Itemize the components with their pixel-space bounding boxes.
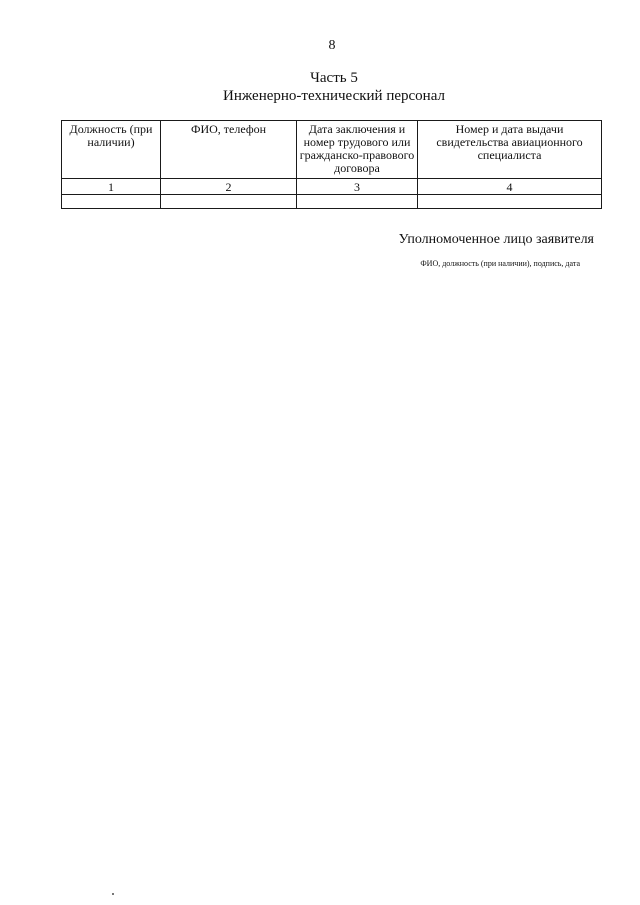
header-contract: Дата заключения и номер трудового или гражданско-правового договора xyxy=(297,121,418,179)
scan-artifact-dot xyxy=(112,893,114,895)
column-number: 3 xyxy=(297,179,418,195)
column-number-row xyxy=(62,179,602,195)
signature-caption: ФИО, должность (при наличии), подпись, дата xyxy=(420,259,580,268)
personnel-table xyxy=(61,120,602,209)
header-position: Должность (при наличии) xyxy=(62,121,161,179)
table-header-row xyxy=(62,121,602,179)
column-number: 4 xyxy=(418,179,602,195)
header-certificate: Номер и дата выдачи свидетельства авиационного специалиста xyxy=(418,121,602,179)
page-number: 8 xyxy=(328,38,336,53)
part-title: Часть 5 xyxy=(310,70,358,86)
table-cell xyxy=(418,195,602,209)
table-cell xyxy=(297,195,418,209)
header-name-phone: ФИО, телефон xyxy=(161,121,297,179)
table-row xyxy=(62,195,602,209)
column-number: 2 xyxy=(161,179,297,195)
column-number: 1 xyxy=(62,179,161,195)
authorized-person-label: Уполномоченное лицо заявителя xyxy=(398,232,594,247)
table-cell xyxy=(62,195,161,209)
table-cell xyxy=(161,195,297,209)
part-subtitle: Инженерно-технический персонал xyxy=(223,88,445,104)
